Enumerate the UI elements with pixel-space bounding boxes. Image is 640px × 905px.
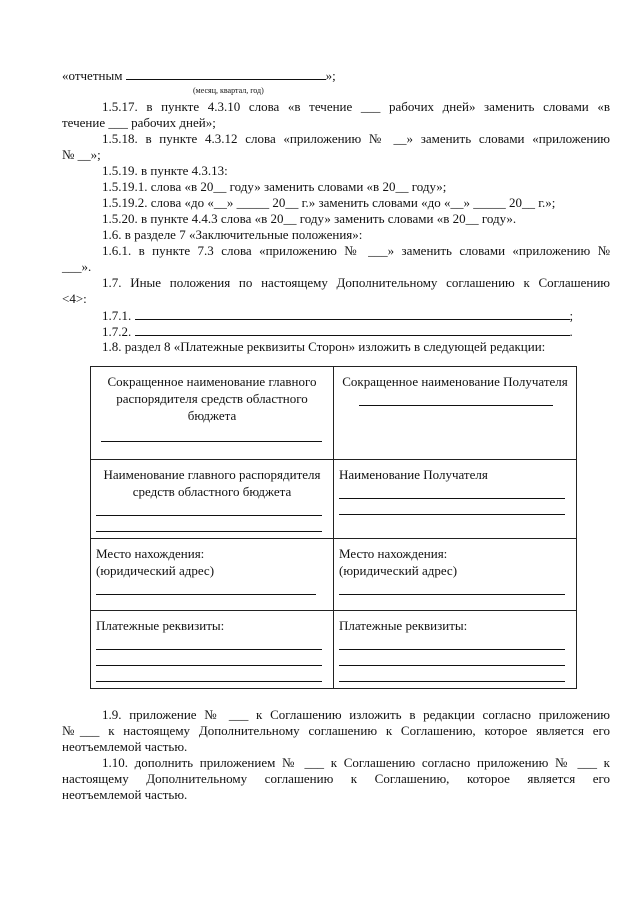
cell-name-manager (91, 460, 334, 539)
cell-payment-manager (91, 611, 334, 689)
clause-1-5-17-a: 1.5.17. в пункте 4.3.10 слова «в течение ___ рабочих дней» заменить словами «в (102, 99, 610, 114)
clause-1-10-c: неотъемлемой частью. (62, 787, 188, 802)
blank-field (96, 666, 322, 682)
reporting-period-note: (месяц, квартал, год) (193, 86, 264, 95)
blank-field (96, 634, 322, 650)
blank-field (135, 307, 570, 320)
blank-field (339, 650, 565, 666)
text: «отчетным (62, 68, 123, 83)
blank-field (96, 516, 322, 532)
blank-field (96, 500, 322, 516)
clause-1-8: 1.8. раздел 8 «Платежные реквизиты Сторон» изложить в следующей редакции: (102, 339, 546, 354)
clause-1-9-b: №___ к настоящему Дополнительному соглашению к Соглашению, которое является его (62, 723, 610, 738)
blank-field (96, 579, 316, 595)
clause-1-7-2 (102, 323, 573, 340)
cell-label: Сокращенное наименование главного распорядителя средств областного бюджета (107, 374, 317, 423)
clause-1-9-c: неотъемлемой частью. (62, 739, 188, 754)
clause-1-6: 1.6. в разделе 7 «Заключительные положения»: (102, 227, 363, 242)
text: . (569, 324, 573, 339)
blank-field (339, 634, 565, 650)
cell-label: Сокращенное наименование Получателя (342, 374, 568, 389)
cell-label: Место нахождения: (96, 546, 205, 561)
clause-1-10-a: 1.10. дополнить приложением № ___ к Соглашению согласно приложению № ___ к (102, 755, 610, 770)
text: »; (325, 68, 336, 83)
clause-1-10-b: настоящему Дополнительному соглашению к Соглашению, которое является его (62, 771, 610, 786)
clause-1-5-20: 1.5.20. в пункте 4.4.3 слова «в 20__ году» заменить словами «в 20__ году». (102, 211, 517, 226)
clause-1-9-a: 1.9. приложение № ___ к Соглашению изложить в редакции согласно приложению (102, 707, 610, 722)
clause-1-5-19-2: 1.5.19.2. слова «до «__» _____ 20__ г.» заменить словами «до «__» _____ 20__ г.»; (102, 195, 556, 210)
cell-label: Наименование Получателя (339, 467, 488, 482)
blank-field (101, 426, 322, 442)
cell-label: Платежные реквизиты: (339, 618, 468, 633)
blank-field (339, 483, 565, 499)
clause-1-5-17-b: течение ___ рабочих дней»; (62, 115, 216, 130)
text: 1.7.1. (102, 308, 132, 323)
cell-label: (юридический адрес) (96, 563, 215, 578)
clause-1-6-1-b: ___». (62, 259, 92, 274)
cell-label: Платежные реквизиты: (96, 618, 225, 633)
text: 1.7.2. (102, 324, 132, 339)
cell-address-recipient (334, 539, 577, 611)
cell-payment-recipient (334, 611, 577, 689)
blank-field (339, 666, 565, 682)
cell-label: Наименование главного распорядителя средств областного бюджета (103, 467, 321, 499)
clause-1-5-19-1: 1.5.19.1. слова «в 20__ году» заменить словами «в 20__ году»; (102, 179, 447, 194)
blank-field (126, 67, 326, 80)
blank-field (359, 390, 553, 406)
clause-1-5-18-b: № __»; (62, 147, 101, 162)
cell-address-manager (91, 539, 334, 611)
cell-label: (юридический адрес) (339, 563, 458, 578)
blank-field (135, 323, 570, 336)
clause-1-6-1-a: 1.6.1. в пункте 7.3 слова «приложению № ___» заменить словами «приложению № (102, 243, 610, 258)
clause-1-5-19: 1.5.19. в пункте 4.3.13: (102, 163, 228, 178)
blank-field (96, 650, 322, 666)
cell-short-name-manager (91, 367, 334, 460)
cell-label: Место нахождения: (339, 546, 448, 561)
blank-field (339, 499, 565, 515)
blank-field (339, 579, 565, 595)
cell-name-recipient (334, 460, 577, 539)
clause-1-7-b: <4>: (62, 291, 87, 306)
clause-1-7-a: 1.7. Иные положения по настоящему Дополнительному соглашению к Соглашению (102, 275, 610, 290)
payment-details-table (90, 366, 577, 689)
clause-1-7-1 (102, 307, 573, 324)
text: ; (569, 308, 574, 323)
clause-1-5-18-a: 1.5.18. в пункте 4.3.12 слова «приложению № __» заменить словами «приложению (102, 131, 610, 146)
reporting-period-line (62, 67, 336, 84)
cell-short-name-recipient (334, 367, 577, 460)
